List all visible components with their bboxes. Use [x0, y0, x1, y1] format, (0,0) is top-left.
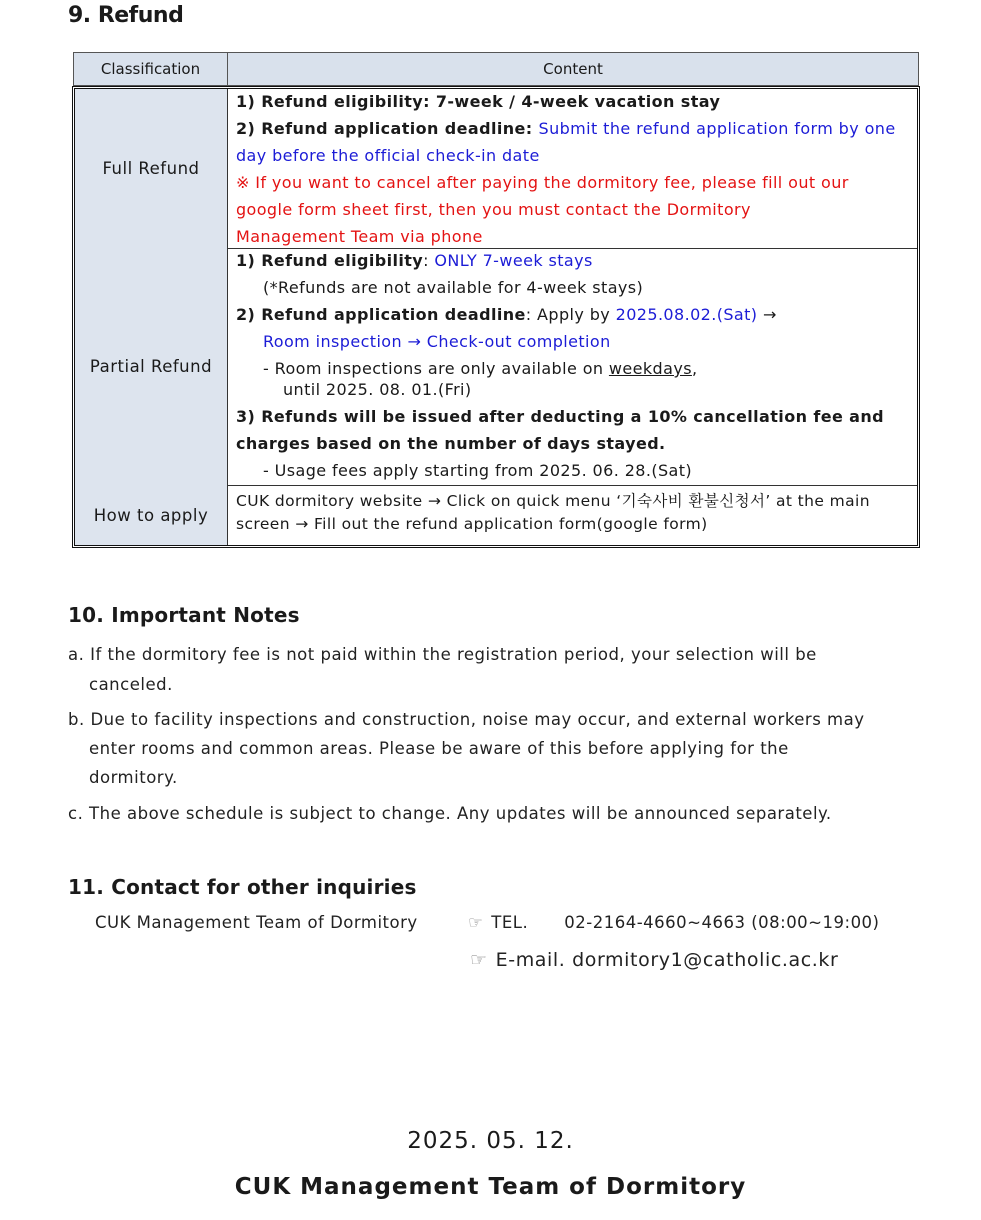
column-header-content: Content	[543, 60, 603, 78]
refund-table-header	[73, 52, 919, 86]
footer-date: 2025. 05. 12.	[407, 1128, 574, 1154]
full-refund-warning-3: Management Team via phone	[236, 227, 483, 246]
how-to-apply-line-2: screen → Fill out the refund application form(google form)	[236, 515, 708, 533]
partial-refund-deduction-1: 3) Refunds will be issued after deducting a 10% cancellation fee and	[236, 407, 885, 426]
partial-eligibility-label: 1) Refund eligibility	[236, 251, 424, 270]
note-b	[68, 708, 865, 790]
section-heading-refund: 9. Refund	[68, 3, 184, 28]
partial-deadline-date: 2025.08.02.(Sat)	[615, 305, 758, 324]
row-label-partial-refund: Partial Refund	[75, 248, 228, 485]
section-heading-contact: 11. Contact for other inquiries	[68, 875, 417, 899]
partial-deadline-arrow: →	[757, 305, 777, 324]
how-to-apply-line-1: CUK dormitory website → Click on quick menu ‘기숙사비 환불신청서’ at the main	[236, 492, 870, 510]
partial-refund-deadline	[236, 301, 909, 328]
contact-team: CUK Management Team of Dormitory	[95, 913, 418, 932]
full-refund-deadline-text: Submit the refund application form by one	[538, 119, 896, 138]
row-content-full-refund	[228, 89, 917, 248]
full-refund-warning-2: google form sheet first, then you must contact the Dormitory	[236, 200, 751, 219]
full-refund-deadline-cont: day before the official check-in date	[236, 146, 540, 165]
note-a-line-1: a. If the dormitory fee is not paid within the registration period, your selection will be	[68, 645, 817, 664]
note-b-line-3: dormitory.	[89, 768, 178, 787]
table-row-partial-refund	[75, 248, 917, 486]
section-heading-important-notes: 10. Important Notes	[68, 603, 300, 627]
partial-deadline-apply-by: : Apply by	[525, 305, 616, 324]
full-refund-warning-1: ※ If you want to cancel after paying the dormitory fee, please fill out our	[236, 173, 849, 192]
footer-signature: CUK Management Team of Dormitory	[234, 1174, 747, 1200]
table-row-full-refund	[75, 89, 917, 249]
contact-email-text: E-mail. dormitory1@catholic.ac.kr	[495, 949, 839, 971]
inspection-note-weekdays: weekdays	[608, 359, 692, 378]
row-content-how-to-apply	[228, 485, 917, 545]
note-b-line-1: b. Due to facility inspections and construction, noise may occur, and external workers may	[68, 710, 865, 729]
partial-refund-inspection-note	[236, 355, 909, 379]
pointing-hand-icon: ☞	[470, 949, 488, 971]
full-refund-deadline	[236, 115, 909, 142]
contact-tel	[468, 913, 880, 932]
partial-eligibility-value: ONLY 7-week stays	[434, 251, 593, 270]
partial-refund-inspection-until: until 2025. 08. 01.(Fri)	[283, 380, 472, 399]
inspection-note-text: - Room inspections are only available on	[263, 359, 609, 378]
pointing-hand-icon: ☞	[468, 913, 484, 932]
partial-refund-steps: Room inspection → Check-out completion	[263, 332, 611, 351]
column-header-classification: Classification	[74, 53, 228, 85]
table-row-how-to-apply	[75, 485, 917, 545]
contact-tel-label: TEL.	[491, 913, 529, 932]
note-a	[68, 643, 817, 703]
refund-table	[72, 86, 920, 548]
note-a-line-2: canceled.	[89, 675, 173, 694]
row-content-partial-refund	[228, 248, 917, 485]
contact-tel-value: 02-2164-4660~4663 (08:00~19:00)	[564, 913, 880, 932]
inspection-note-comma: ,	[691, 359, 698, 378]
note-b-line-2: enter rooms and common areas. Please be aware of this before applying for the	[89, 739, 789, 758]
partial-refund-deduction-2: charges based on the number of days stayed.	[236, 434, 666, 453]
row-label-full-refund: Full Refund	[75, 89, 228, 248]
partial-deadline-label: 2) Refund application deadline	[236, 305, 526, 324]
contact-email	[470, 949, 838, 971]
full-refund-eligibility: 1) Refund eligibility: 7-week / 4-week vacation stay	[236, 92, 721, 111]
full-refund-deadline-label: 2) Refund application deadline:	[236, 119, 539, 138]
note-c-line-1: c. The above schedule is subject to change. Any updates will be announced separately.	[68, 804, 832, 823]
partial-refund-eligibility	[236, 248, 909, 274]
partial-refund-note: (*Refunds are not available for 4-week stays)	[263, 278, 644, 297]
row-label-how-to-apply: How to apply	[75, 485, 228, 545]
partial-eligibility-colon: :	[423, 251, 435, 270]
partial-refund-usage-fees: - Usage fees apply starting from 2025. 06. 28.(Sat)	[263, 461, 693, 480]
note-c	[68, 802, 832, 826]
